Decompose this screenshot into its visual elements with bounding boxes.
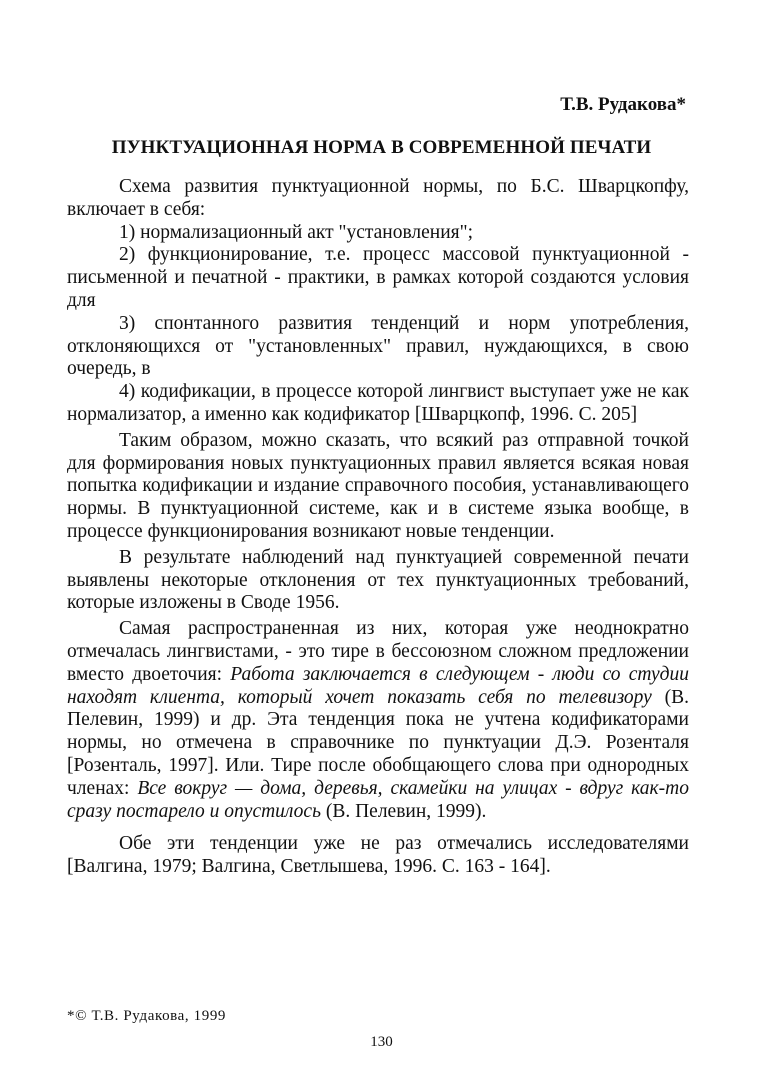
- list-item-4: 4) кодификации, в процессе которой лингвист выступает уже не как нормализатор, а именно как кодификатор [Шварцкопф, 1996. С. 205]: [67, 381, 689, 425]
- list-item-2: 2) функционирование, т.е. процесс массовой пунктуационной - письменной и печатной - практики, в рамках которой создаются условия для: [67, 244, 689, 311]
- paragraph-conclusion: Таким образом, можно сказать, что всякий раз отправной точкой для формирования новых пунктуационных правил является всякая новая попытка кодификации и издание справочного пособия, устанавливающего нормы. В пунктуационной системе, как и в системе языка вообще, в процессе функционирования возникают новые тенденции.: [67, 429, 689, 542]
- text-segment: (В. Пелевин, 1999).: [320, 800, 487, 822]
- page-number: 130: [370, 1034, 393, 1050]
- author-name: Т.В. Рудакова*: [560, 94, 686, 115]
- text-segment: (В. Пелевин, 1999) и др. Эта тенденция пока не учтена кодификаторами нормы, но отмечена в справочнике по пунктуации Д.Э. Розенталя [Розенталь, 1997]. Или. Тире после обобщающего слова при однородных членах:: [67, 686, 689, 799]
- paragraph-observations: В результате наблюдений над пунктуацией современной печати выявлены некоторые отклонения от тех пунктуационных требований, которые изложены в Своде 1956.: [67, 546, 689, 614]
- text-segment: Самая распространенная из них, которая уже неоднократно отмечалась лингвистами, - это тире в бессоюзном сложном предложении вместо двоеточия:: [67, 618, 689, 685]
- paragraph-final: Обе эти тенденции уже не раз отмечались исследователями [Валгина, 1979; Валгина, Светлышева, 1996. С. 163 - 164].: [67, 833, 689, 878]
- example-quote: Все вокруг — дома, деревья, скамейки на улицах - вдруг как-то сразу постарело и опустилось: [67, 777, 690, 822]
- example-quote: Работа заключается в следующем - люди со студии находят клиента, который хочет показать себя по телевизору: [67, 663, 689, 708]
- paragraph-examples: [67, 618, 689, 823]
- paragraph-intro: Схема развития пунктуационной нормы, по Б.С. Шварцкопфу, включает в себя:: [67, 176, 689, 220]
- list-item-1: 1) нормализационный акт "установления";: [119, 221, 474, 243]
- article-title: ПУНКТУАЦИОННАЯ НОРМА В СОВРЕМЕННОЙ ПЕЧАТИ: [111, 137, 652, 158]
- list-item-3: 3) спонтанного развития тенденций и норм употребления, отклоняющихся от "установленных" правил, нуждающихся, в свою очередь, в: [67, 312, 689, 380]
- copyright-footnote: *© Т.В. Рудакова, 1999: [67, 1008, 227, 1024]
- article-body: [67, 176, 689, 879]
